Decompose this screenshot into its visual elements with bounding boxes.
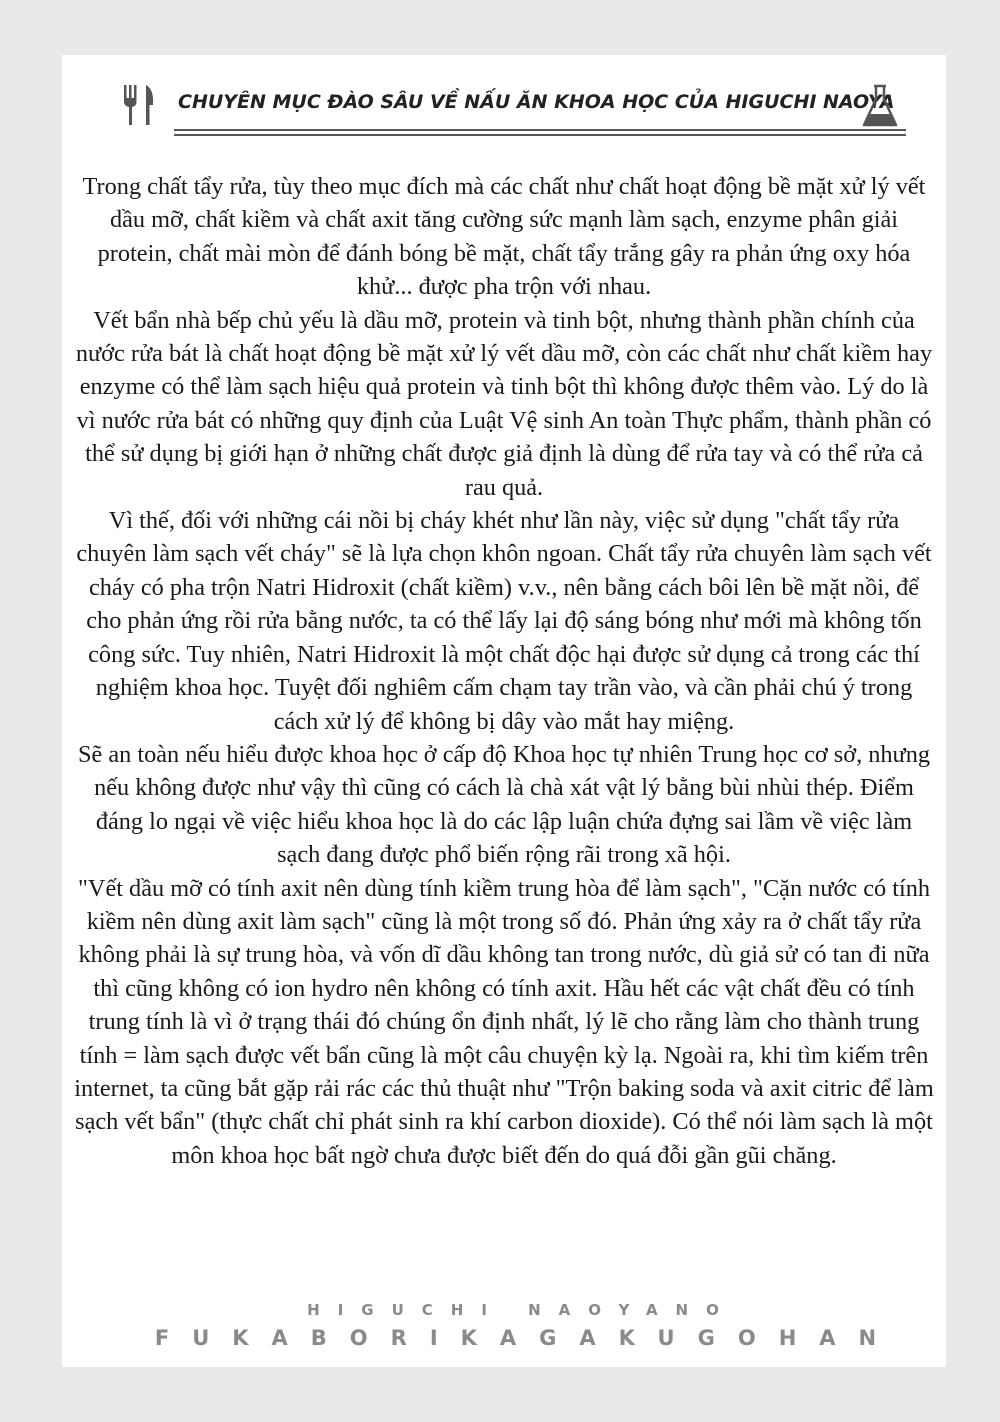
paragraph: Sẽ an toàn nếu hiểu được khoa học ở cấp độ Khoa học tự nhiên Trung học cơ sở, nhưng nếu không được như vậy thì cũng có cách là chà xát vật lý bằng bùi nhùi thép. Điểm đáng lo ngại về việc hiểu khoa học là do các lập luận chứa đựng sai lầm về việc làm sạch đang được phổ biến rộng rãi trong xã hội. [77, 740, 931, 869]
header-rule [174, 129, 906, 131]
header-rule [174, 134, 906, 136]
column-title: CHUYÊN MỤC ĐÀO SÂU VỀ NẤU ĂN KHOA HỌC CỦA HIGUCHI NAOYA [178, 91, 895, 113]
page [62, 55, 946, 1367]
paragraph: Trong chất tẩy rửa, tùy theo mục đích mà các chất như chất hoạt động bề mặt xử lý vết dầu mỡ, chất kiềm và chất axit tăng cường sức mạnh làm sạch, enzyme phân giải protein, chất mài mòn để đánh bóng bề mặt, chất tẩy trắng gây ra phản ứng oxy hóa khử... được pha trộn với nhau. [82, 173, 926, 301]
article-body [74, 170, 934, 1172]
paragraph: Vết bẩn nhà bếp chủ yếu là dầu mỡ, protein và tinh bột, nhưng thành phần chính của nước rửa bát là chất hoạt động bề mặt xử lý vết dầu mỡ, còn các chất như chất kiềm hay enzyme có thể làm sạch hiệu quả protein và tinh bột thì không được thêm vào. Lý do là vì nước rửa bát có những quy định của Luật Vệ sinh An toàn Thực phẩm, thành phần có thể sử dụng bị giới hạn ở những chất được giả định là dùng để rửa tay và có thể rửa cả rau quả. [75, 306, 933, 501]
footer-series-line-2: FUKABORIKAGAKUGOHAN [154, 1326, 900, 1350]
column-header [110, 77, 906, 135]
paragraph: "Vết dầu mỡ có tính axit nên dùng tính kiềm trung hòa để làm sạch", "Cặn nước có tính kiềm nên dùng axit làm sạch" cũng là một trong số đó. Phản ứng xảy ra ở chất tẩy rửa không phải là sự trung hòa, và vốn dĩ dầu không tan trong nước, dù giả sử có tan đi nữa thì cũng không có ion hydro nên không có tính axit. Hầu hết các vật chất đều có tính trung tính là vì ở trạng thái đó chúng ổn định nhất, lý lẽ cho rằng làm cho thành trung tính = làm sạch được vết bẩn cũng là một câu chuyện kỳ lạ. Ngoài ra, khi tìm kiếm trên internet, ta cũng bắt gặp rải rác các thủ thuật như "Trộn baking soda và axit citric để làm sạch vết bẩn" (thực chất chỉ phát sinh ra khí carbon dioxide). Có thể nói làm sạch là một môn khoa học bất ngờ chưa được biết đến do quá đỗi gần gũi chăng. [74, 874, 934, 1169]
flask-icon [860, 83, 900, 129]
footer-series-line-1: HIGUCHI NAOYANO [307, 1301, 737, 1319]
paragraph: Vì thế, đối với những cái nồi bị cháy khét như lần này, việc sử dụng "chất tẩy rửa chuyên làm sạch vết cháy" sẽ là lựa chọn khôn ngoan. Chất tẩy rửa chuyên làm sạch vết cháy có pha trộn Natri Hidroxit (chất kiềm) v.v., nên bằng cách bôi lên bề mặt nồi, để cho phản ứng rồi rửa bằng nước, ta có thể lấy lại độ sáng bóng như mới mà không tốn công sức. Tuy nhiên, Natri Hidroxit là một chất độc hại được sử dụng cả trong các thí nghiệm khoa học. Tuyệt đối nghiêm cấm chạm tay trần vào, và cần phải chú ý trong cách xử lý để không bị dây vào mắt hay miệng. [76, 507, 932, 735]
fork-knife-icon [120, 83, 160, 127]
